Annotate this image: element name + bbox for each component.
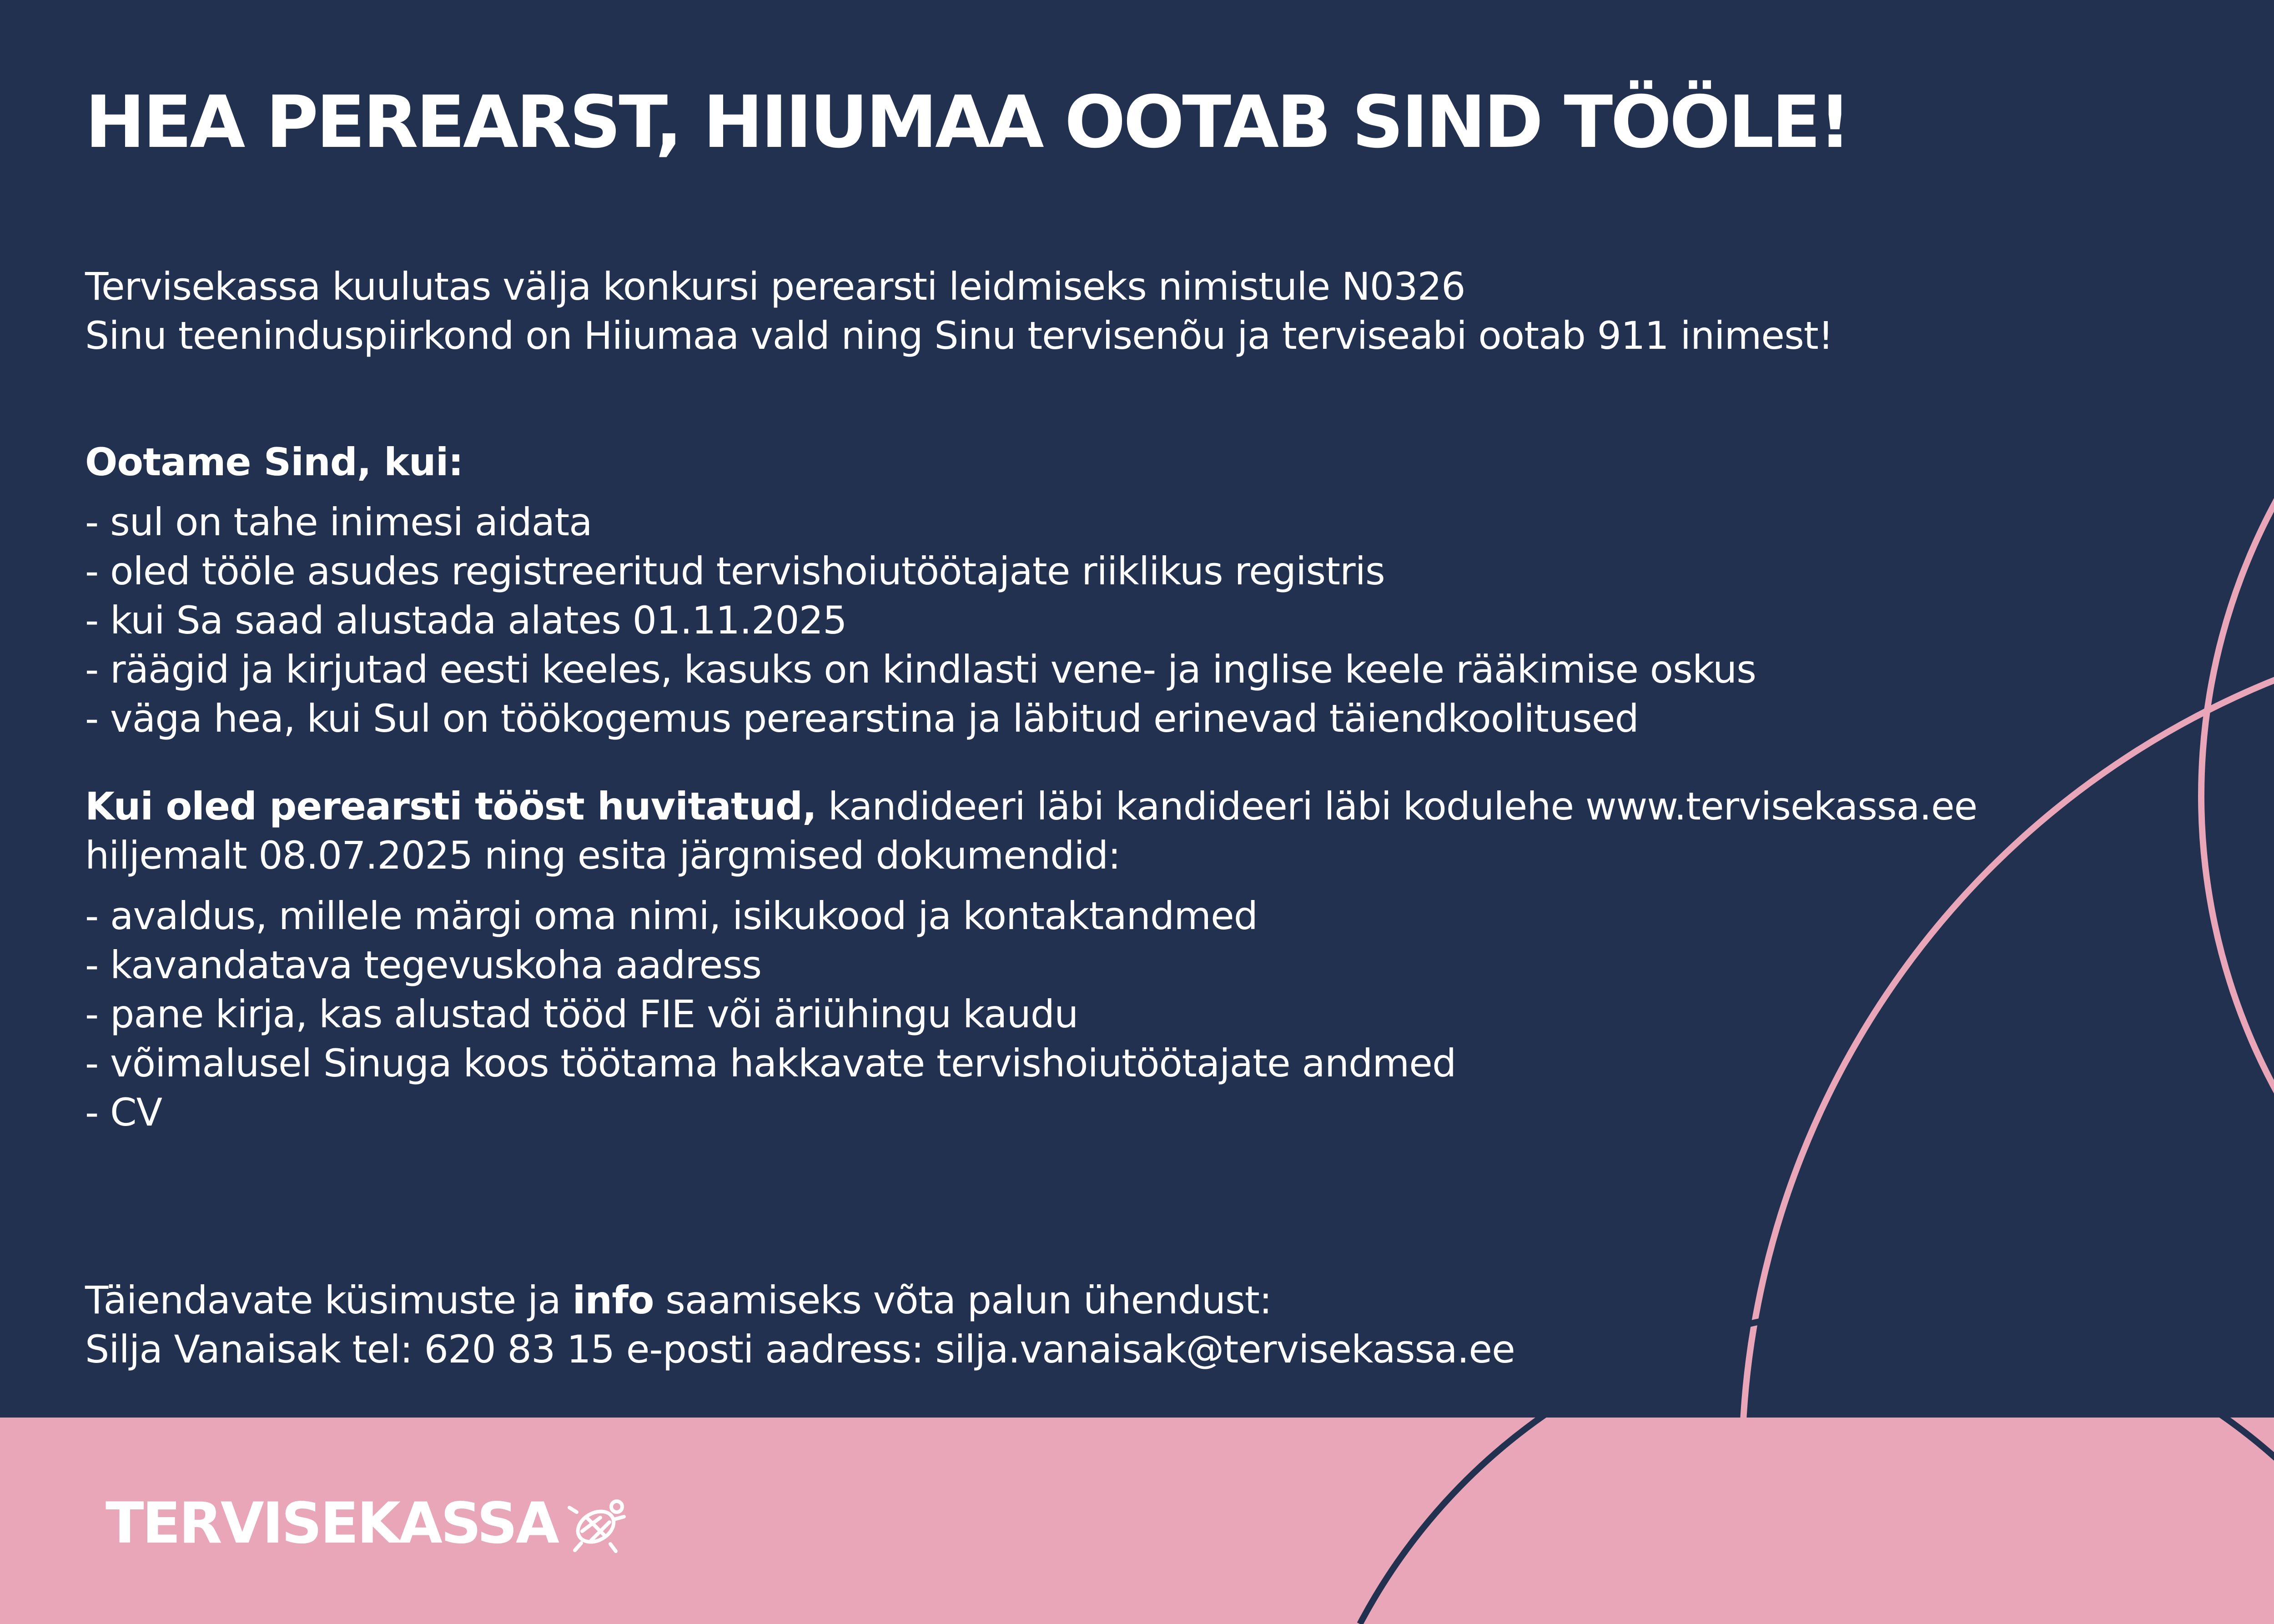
apply-lead: Kui oled perearsti tööst huvitatud, (85, 784, 817, 829)
apply-line (85, 782, 1977, 831)
list-item: - võimalusel Sinuga koos töötama hakkavate tervishoiutöötajate andmed (85, 1041, 1456, 1086)
list-item: - oled tööle asudes registreeritud tervishoiutöötajate riiklikus registris (85, 549, 1385, 593)
apply-link-text: kandideeri läbi kandideeri läbi kodulehe www.tervisekassa.ee (816, 784, 1977, 829)
intro-text (85, 262, 1833, 360)
pink-arc-large (2201, 177, 2274, 1414)
list-item: - kui Sa saad alustada alates 01.11.2025 (85, 598, 847, 643)
requirements-heading: Ootame Sind, kui: (85, 440, 463, 484)
list-item: - räägid ja kirjutad eesti keeles, kasuks on kindlasti vene- ja inglise keele rääkimise oskus (85, 647, 1756, 692)
list-item: - väga hea, kui Sul on töökogemus perearstina ja läbitud erinevad täiendkoolitused (85, 696, 1639, 741)
contact-post: saamiseks võta palun ühendust: (654, 1278, 1272, 1322)
documents-list (85, 891, 1456, 1137)
list-item: - avaldus, millele märgi oma nimi, isikukood ja kontaktandmed (85, 894, 1258, 938)
intro-line: Sinu teeninduspiirkond on Hiiumaa vald ning Sinu tervisenõu ja terviseabi ootab 911 inimest! (85, 313, 1833, 358)
list-item: - CV (85, 1090, 162, 1135)
contact-bold: info (572, 1278, 654, 1322)
apply-text (85, 782, 1977, 880)
turtle-icon (563, 1489, 631, 1558)
contact-details: Silja Vanaisak tel: 620 83 15 e-posti aadress: silja.vanaisak@tervisekassa.ee (85, 1327, 1515, 1372)
requirements-list (85, 498, 1756, 743)
list-item: - pane kirja, kas alustad tööd FIE või äriühingu kaudu (85, 992, 1078, 1036)
page-title: HEA PEREARST, HIIUMAA OOTAB SIND TÖÖLE! (85, 80, 1849, 164)
apply-deadline: hiljemalt 08.07.2025 ning esita järgmised dokumendid: (85, 833, 1121, 878)
contact-line (85, 1276, 1515, 1325)
logo-text: TERVISEKASSA (106, 1491, 558, 1556)
contact-info (85, 1276, 1515, 1374)
tervisekassa-logo (106, 1489, 631, 1558)
list-item: - sul on tahe inimesi aidata (85, 500, 592, 544)
list-item: - kavandatava tegevuskoha aadress (85, 943, 762, 987)
intro-line: Tervisekassa kuulutas välja konkursi perearsti leidmiseks nimistule N0326 (85, 264, 1465, 309)
contact-pre: Täiendavate küsimuste ja (85, 1278, 573, 1322)
